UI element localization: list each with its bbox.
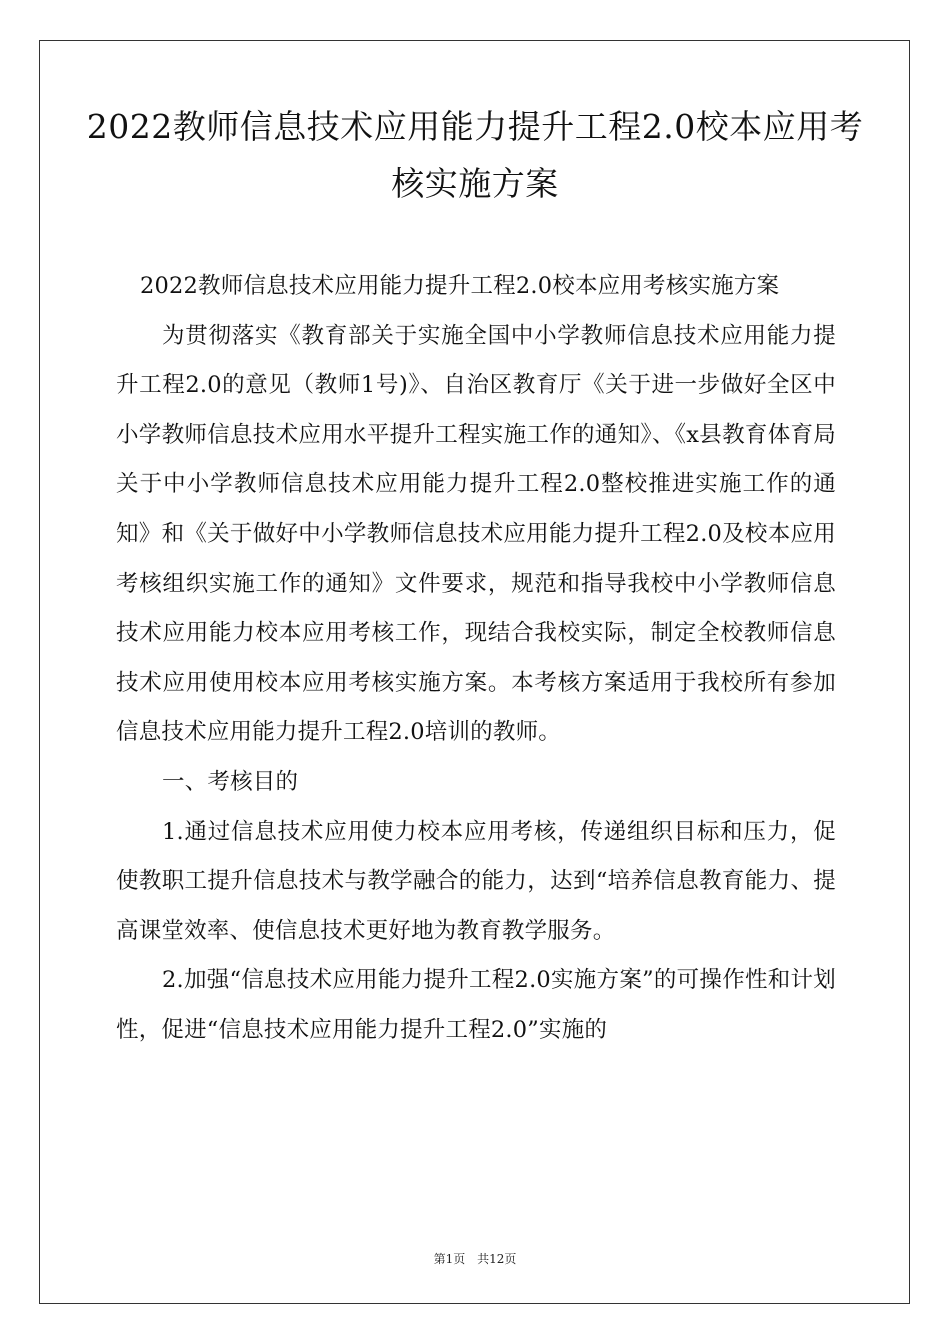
page-footer (0, 1250, 950, 1267)
paragraph-purpose-2: 2.加强“信息技术应用能力提升工程2.0实施方案”的可操作性和计划性，促进“信息技术应用能力提升工程2.0”实施的 (116, 967, 836, 1043)
paragraph-purpose-1: 1.通过信息技术应用使力校本应用考核，传递组织目标和压力，促使教职工提升信息技术与教学融合的能力，达到“培养信息教育能力、提高课堂效率、使信息技术更好地为教育教学服务。 (116, 818, 836, 944)
paragraph-repeated-title: 2022教师信息技术应用能力提升工程2.0校本应用考核实施方案 (140, 273, 780, 299)
document-body (116, 262, 836, 1056)
page-number: 第1页 (433, 1252, 466, 1266)
paragraph-intro: 为贯彻落实《教育部关于实施全国中小学教师信息技术应用能力提升工程2.0的意见（教师1号)》、自治区教育厅《关于进一步做好全区中小学教师信息技术应用水平提升工程实施工作的通知》、《x县教育体育局关于中小学教师信息技术应用能力提升工程2.0整校推进实施工作的通知》和《关于做好中小学教师信息技术应用能力提升工程2.0及校本应用考核组织实施工作的通知》文件要求，规范和指导我校中小学教师信息技术应用能力校本应用考核工作，现结合我校实际，制定全校教师信息技术应用使用校本应用考核实施方案。本考核方案适用于我校所有参加信息技术应用能力提升工程2.0培训的教师。 (116, 322, 836, 746)
page-total: 共12页 (477, 1252, 517, 1266)
section-heading-purpose: 一、考核目的 (162, 768, 299, 795)
document-title: 2022教师信息技术应用能力提升工程2.0校本应用考核实施方案 (86, 107, 864, 203)
